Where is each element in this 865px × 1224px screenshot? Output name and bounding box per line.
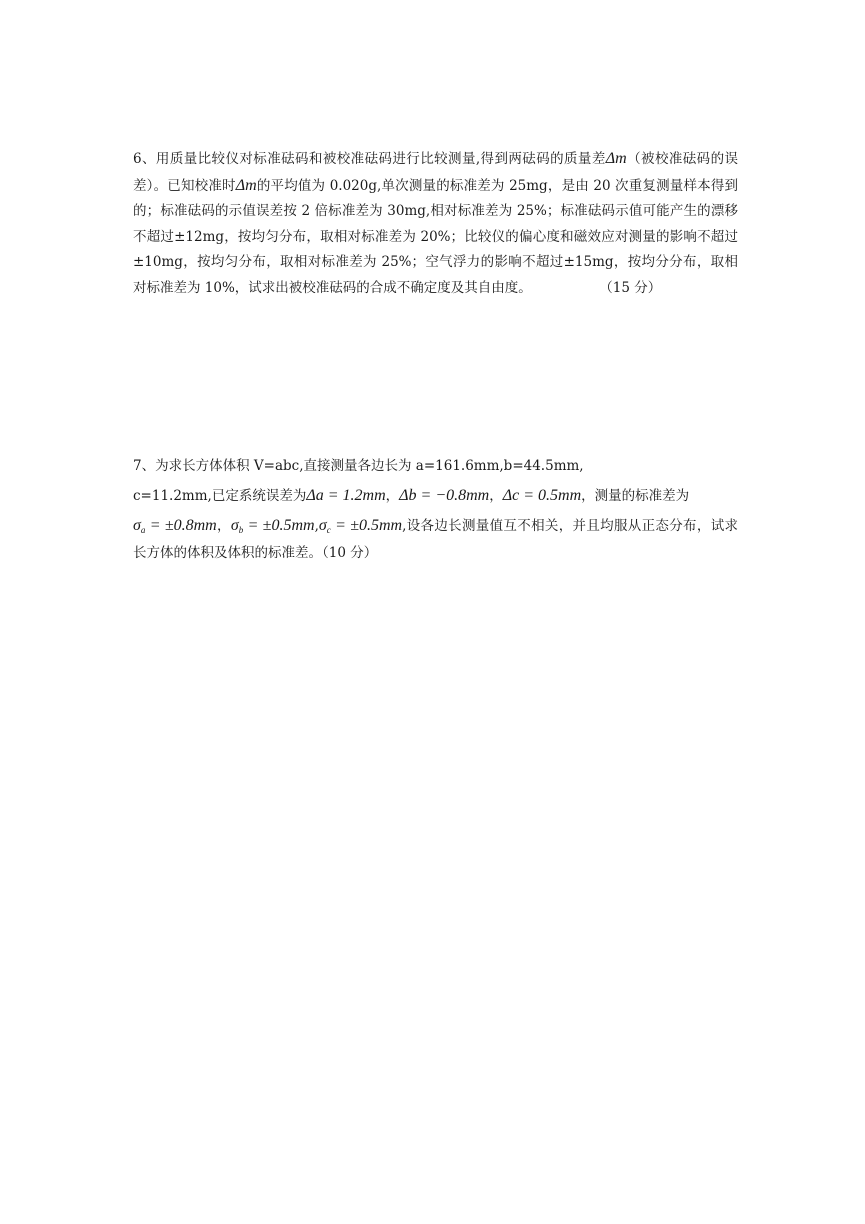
sigma-value: = ±0.5mm [330, 517, 403, 534]
problem-7-line-2 [133, 484, 738, 508]
problem-7 [133, 455, 738, 565]
sigma-symbol: σ [133, 517, 141, 534]
separator: ， [489, 488, 503, 504]
separator: , [314, 518, 319, 534]
problem-6-text-start: 6、用质量比较仪对标准砝码和被校准砝码进行比较测量,得到两砝码的质量差 [133, 151, 606, 167]
equation-delta-c: Δc = 0.5mm [502, 487, 582, 504]
delta-m-symbol: Δm [605, 150, 627, 167]
problem-7-line-2-suffix: ，测量的标准差为 [581, 488, 690, 504]
problem-6-text-mid: （被校准砝码的误差）。已知校准时 [133, 151, 739, 194]
delta-m-symbol-2: Δm [235, 176, 257, 194]
sigma-value: = ±0.8mm [145, 517, 217, 534]
sigma-symbol: σ [230, 517, 239, 534]
sigma-subscript: a [140, 525, 146, 535]
equation-sigma-b [231, 517, 315, 534]
problem-6 [133, 146, 738, 302]
problem-7-line-2-prefix: c=11.2mm,已定系统误差为 [133, 488, 307, 504]
problem-7-line-1: 7、为求长方体体积 V=abc,直接测量各边长为 a=161.6mm,b=44.5mm, [133, 458, 584, 474]
sigma-symbol: σ [318, 517, 327, 534]
equation-sigma-c [319, 517, 402, 534]
sigma-subscript: b [238, 525, 244, 535]
equation-delta-a: Δa = 1.2mm [306, 487, 386, 504]
problem-7-line-3 [133, 514, 738, 565]
separator: ， [216, 518, 231, 534]
sigma-subscript: c [326, 525, 331, 535]
problem-7-line-3-suffix: ,设各边长测量值互不相关，并且均服从正态分布，试求长方体的体积及体积的标准差。（10 分） [133, 518, 739, 561]
separator: ， [385, 488, 400, 504]
problem-6-text-body: 的平均值为 0.020g,单次测量的标准差为 25mg，是由 20 次重复测量样本得到的；标准砝码的示值误差按 2 倍标准差为 30mg,相对标准差为 25%；标准砝码示值可能产生的漂移不超过±12mg，按均匀分布，取相对标准差为 20%；比较仪的偏心度和磁效应对测量的影响不超过±10mg，按均匀分布，取相对标准差为 25%；空气浮力的影响不超过±15mg，按均分分布，取相对标准差为 10%，试求出被校准砝码的合成不确定度及其自由度。 [133, 177, 739, 296]
equation-delta-b: Δb = −0.8mm [399, 487, 490, 504]
sigma-value: = ±0.5mm [243, 517, 315, 534]
problem-6-score: （15 分） [599, 279, 662, 296]
equation-sigma-a [133, 517, 217, 534]
